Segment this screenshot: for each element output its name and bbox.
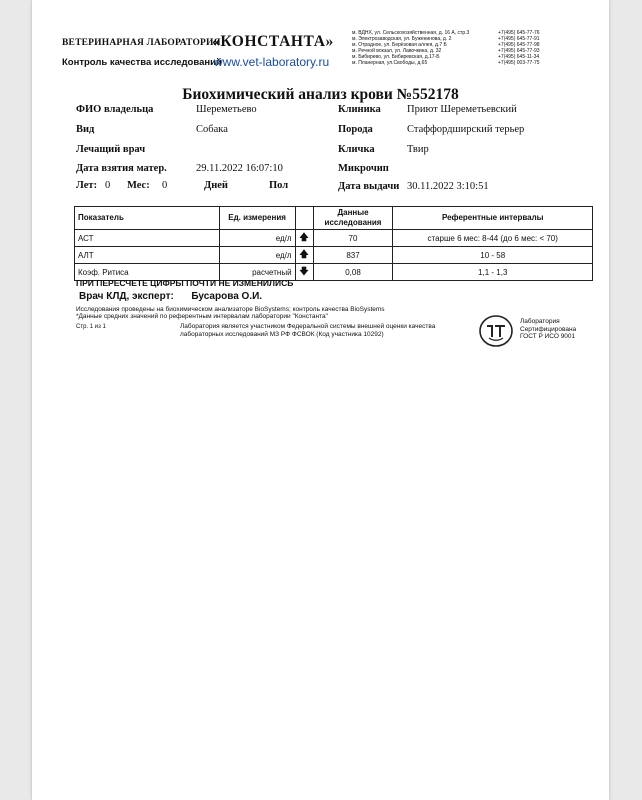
recalculation-note: ПРИ ПЕРЕСЧЕТЕ ЦИФРЫ ПОЧТИ НЕ ИЗМЕНИЛИСЬ — [76, 278, 294, 288]
cell-value: 837 — [313, 247, 393, 264]
cert-line: Лаборатория — [520, 318, 560, 325]
cell-unit: ед/л — [219, 230, 295, 247]
table-header-row — [75, 207, 593, 230]
col-header-unit: Ед. измерения — [219, 207, 295, 230]
table-row — [75, 230, 593, 247]
species-value: Собака — [196, 124, 228, 135]
cell-value: 70 — [313, 230, 393, 247]
membership-note — [180, 323, 435, 339]
address-line: м. Планерная, ул.Свободы, д.65 — [352, 60, 428, 67]
up-arrow-icon: 🡅 — [295, 247, 313, 264]
address-line: м. Речной вокзал, ул. Лавочкина, д. 32 — [352, 48, 442, 55]
nickname-label: Кличка — [338, 144, 375, 155]
doctor-name: Бусарова О.И. — [191, 291, 263, 302]
species-label: Вид — [76, 124, 95, 135]
issue-date-label: Дата выдачи — [338, 181, 400, 192]
nickname-value: Твир — [407, 144, 429, 155]
table-row — [75, 247, 593, 264]
breed-label: Порода — [338, 124, 373, 135]
cell-reference: 10 - 58 — [393, 247, 593, 264]
phone-line: +7(495) 645-77-76 — [498, 30, 540, 36]
doctor-label: Лечащий врач — [76, 144, 146, 155]
cell-indicator: Коэф. Ритиса — [75, 264, 220, 281]
down-arrow-icon: 🡇 — [295, 264, 313, 281]
report-title: Биохимический анализ крови №552178 — [182, 86, 459, 103]
lab-website-link[interactable]: www.vet-laboratory.ru — [214, 55, 330, 69]
membership-line: Лаборатория является участником Федеральной системы внешней оценки качества — [180, 323, 436, 330]
cert-line: ГОСТ Р ИСО 9001 — [520, 333, 576, 340]
lab-brand: «КОНСТАНТА» — [212, 33, 334, 50]
phone-line: +7(495) 645-77-98 — [498, 42, 540, 49]
page-number: Стр. 1 из 1 — [76, 324, 106, 330]
owner-value: Шереметьево — [196, 104, 257, 115]
up-arrow-icon: 🡅 — [295, 230, 313, 247]
months-label: Мес: — [127, 180, 150, 191]
membership-line: лабораторных исследований МЗ РФ ФСВОК (Код участника 10292) — [180, 331, 384, 338]
doctor-role-label: Врач КЛД, эксперт: — [79, 291, 174, 302]
days-label: Дней — [204, 180, 228, 191]
years-value: 0 — [105, 180, 111, 191]
reference-note: *Данные средних значений по референтным интервалам лаборатории "Константа" — [76, 313, 328, 320]
microchip-label: Микрочип — [338, 163, 389, 174]
cell-unit: расчетный — [219, 264, 295, 281]
phone-list — [498, 30, 540, 67]
cell-indicator: АЛТ — [75, 247, 220, 264]
col-header-indicator: Показатель — [75, 207, 220, 230]
cell-value: 0,08 — [313, 264, 393, 281]
analyzer-note: Исследования проведены на биохимическом анализаторе BioSystems; контроль качества BioSystems — [76, 306, 385, 313]
results-table — [74, 206, 593, 281]
col-header-data: Данные исследования — [313, 207, 393, 230]
clinic-value: Приют Шереметьевский — [407, 104, 517, 115]
months-value: 0 — [162, 180, 168, 191]
certification-text — [520, 318, 576, 341]
phone-line: +7(495) 645-77-93 — [498, 48, 540, 55]
sex-label: Пол — [269, 180, 289, 191]
phone-line: +7(495) 645-11-34 — [498, 54, 540, 61]
cell-indicator: АСТ — [75, 230, 220, 247]
cell-unit: ед/л — [219, 247, 295, 264]
date-taken-value: 29.11.2022 16:07:10 — [196, 163, 283, 174]
cell-reference: старше 6 мес: 8-44 (до 6 мес: < 70) — [393, 230, 593, 247]
years-label: Лет: — [76, 180, 98, 191]
breed-value: Стаффордширский терьер — [407, 124, 525, 135]
address-list — [352, 30, 469, 67]
phone-line: +7(495) 003-77-75 — [498, 60, 540, 67]
cert-line: Сертифицирована — [520, 325, 577, 333]
phone-line: +7(495) 645-77-91 — [498, 36, 540, 43]
col-header-flag — [295, 207, 313, 230]
address-line: м. Отрадное, ул. Берёзовая аллея, д.7 Б — [352, 42, 447, 49]
address-line: м. Бибирево, ул. Бибиревская, д.17-Б — [352, 54, 440, 61]
address-line: м. ВДНХ, ул. Сельскохозяйственная, д. 16 А, стр.3 — [352, 30, 470, 36]
clinic-label: Клиника — [338, 104, 381, 115]
owner-label: ФИО владельца — [76, 104, 154, 115]
doctor-signature — [79, 291, 262, 302]
cell-reference: 1,1 - 1,3 — [393, 264, 593, 281]
issue-date-value: 30.11.2022 3:10:51 — [407, 181, 489, 192]
date-taken-label: Дата взятия матер. — [76, 163, 167, 174]
report-page — [32, 0, 609, 800]
address-line: м. Электрозаводская, ул. Буженинова, д. 2 — [352, 36, 452, 43]
lab-name: ВЕТЕРИНАРНАЯ ЛАБОРАТОРИЯ — [62, 38, 221, 48]
certification-logo-icon — [478, 314, 514, 348]
col-header-reference: Референтные интервалы — [393, 207, 593, 230]
lab-subtitle: Контроль качества исследований — [62, 57, 222, 68]
